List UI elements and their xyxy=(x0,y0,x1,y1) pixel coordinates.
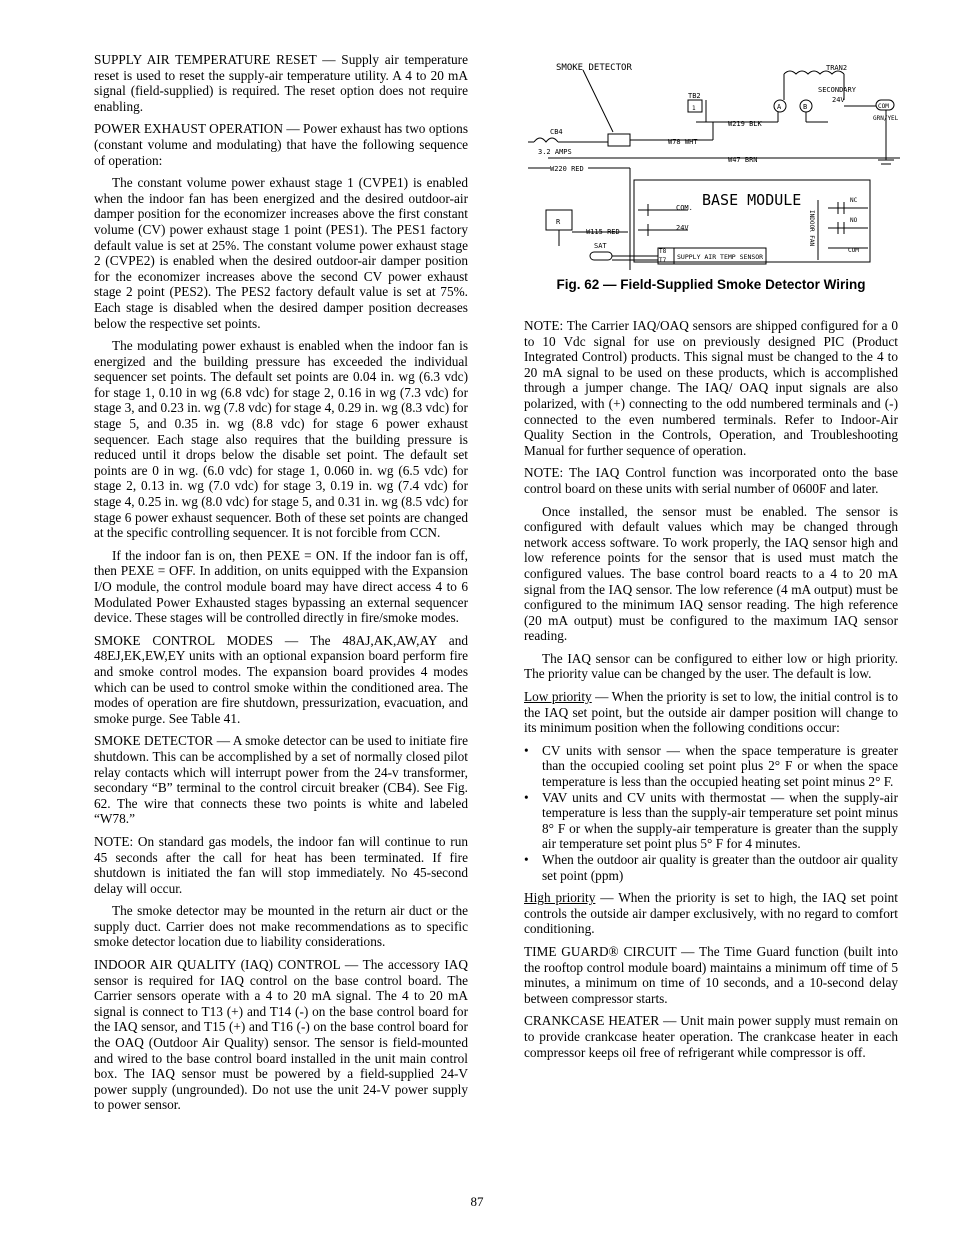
wiring-diagram xyxy=(528,60,900,270)
label-no: NO xyxy=(850,217,858,224)
label-sat-sensor: SUPPLY AIR TEMP SENSOR xyxy=(677,253,764,261)
label-w78: W78 WHT xyxy=(668,138,698,146)
label-24v-terminal: 24V xyxy=(676,224,689,232)
list-item: • When the outdoor air quality is greater than the outdoor air quality set point (ppm) xyxy=(524,852,898,883)
paragraph-sensor-enabled: Once installed, the sensor must be enabled. The sensor is configured with default values which may be changed through network access software. To work properly, the IAQ sensor high and low reference points for the sensor that is used must match the configured values. The base control board reacts to a 4 to 20 mA signal from the IAQ sensor. The low reference (4 mA output) must be configured to the minimum IAQ sensor reading. The high reference (20 mA output) must be configured to the maximum IAQ sensor reading. xyxy=(524,503,898,644)
paragraph-modulating-exhaust: The modulating power exhaust is enabled when the indoor fan is energized and the building pressure has exceeded the individual sequencer set points. The default set points are 0.04 in. wg (6.3 vdc) for stage 1, 0.10 in wg (6.8 vdc) for stage 2, 0.16 in wg (7.3 vdc) for stage 3, and 0.23 in. wg (7.8 vdc) for stage 4, 0.29 in. wg (8.3 vdc) for stage 5, and 0.35 in. wg (8.8 vdc) for stage 6 power exhaust sequencer. Each stage also requires that the building pressure is reduced until it drops below the disable set point. The default set points are 0 in wg. (6.0 vdc) for stage 1, 0.060 in. wg (6.5 vdc) for stage 2, 0.13 in. wg (7.0 vdc) for stage 3, 0.19 in. wg (7.4 vdc) for stage 4, 0.25 in. wg (8.0 vdc) for stage 5, and 0.31 in. wg (8.5 vdc) for stage 6 power exhaust sequencer. Both of these set points are changed at the specific controlling sequencer. It is not forcible from CCN. xyxy=(94,338,468,541)
paragraph-note-gas-models: NOTE: On standard gas models, the indoor fan will continue to run 45 seconds after the call for heat has been terminated. If fire shutdown is initiated the fan will stop immediately. No 45-second delay will occur. xyxy=(94,833,468,896)
label-com-relay: COM xyxy=(848,247,859,254)
label-terminal-a: A xyxy=(777,103,782,111)
paragraph-note-sensors: NOTE: The Carrier IAQ/OAQ sensors are shipped configured for a 0 to 10 Vdc signal for use on previously designed PIC (Product Integrated Control) products. This signal must be changed to the 4 to 20 mA signal to be used on these products, which is accomplished through a jumper change. The IAQ/ OAQ input signals are also polarized, with (+) connecting to the odd numbered terminals and (-) connected to the even numbered terminals. Refer to Indoor-Air Quality Section in the Controls, Operation, and Troubleshooting Manual for further sequence of operation. xyxy=(524,318,898,458)
low-priority-conditions xyxy=(524,743,898,883)
label-w115: W115 RED xyxy=(586,228,620,236)
label-indoor-fan: INDOOR FAN xyxy=(808,210,815,247)
paragraph-time-guard: TIME GUARD® CIRCUIT — The Time Guard function (built into the rooftop control module board) maintains a minimum off time of 5 minutes, a minimum on time of 10 seconds, and a 10-second delay between compressor starts. xyxy=(524,943,898,1006)
label-tb2: TB2 xyxy=(688,92,701,100)
label-r: R xyxy=(556,218,561,226)
left-column xyxy=(94,52,468,1120)
label-nc: NC xyxy=(850,197,858,204)
list-item: • VAV units and CV units with thermostat — when the supply-air temperature is less than the supply-air temperature set point minus 8° F or when the supply-air temperature is greater than the supply air temperature set point plus 5° F for 4 minutes. xyxy=(524,790,898,852)
figure-caption: Fig. 62 — Field-Supplied Smoke Detector Wiring xyxy=(556,277,866,292)
right-column xyxy=(524,318,898,1067)
paragraph-iaq-control: INDOOR AIR QUALITY (IAQ) CONTROL — The accessory IAQ sensor is required for IAQ control on the base control board. The Carrier sensors operate with a 4 to 20 mA signal. The 4 to 20 mA signal is connect to T13 (+) and T14 (-) on the base control board for the IAQ sensor, and T15 (+) and T16 (-) on the base control board for the OAQ (Outdoor Air Quality) sensor. The sensor is field-mounted and wired to the base control board installed in the unit main control box. The IAQ sensor must be powered by a field-supplied 24-V power supply (ungrounded). Do not use the unit 24-V power supply to power sensor. xyxy=(94,957,469,1113)
paragraph-detector-mounting: The smoke detector may be mounted in the return air duct or the supply duct. Carrier does not make recommendations as to specific smoke detector location due to liability considerations. xyxy=(94,903,468,950)
paragraph-crankcase-heater: CRANKCASE HEATER — Unit main power supply must remain on to provide crankcase heater operation. The crankcase heater in each compressor keeps oil free of refrigerant while compressor is off. xyxy=(524,1013,899,1060)
paragraph-priority: The IAQ sensor can be configured to either low or high priority. The priority value can be changed by the user. The default is low. xyxy=(524,650,898,682)
paragraph-power-exhaust: POWER EXHAUST OPERATION — Power exhaust has two options (constant volume and modulating) that have the following sequence of operation: xyxy=(94,121,468,168)
paragraph-supply-air-reset: SUPPLY AIR TEMPERATURE RESET — Supply air temperature reset is used to reset the supply-air temperature utility. A 4 to 20 mA signal (field-supplied) is required. The reset option does not require enabling. xyxy=(94,52,468,114)
paragraph-smoke-control-modes: SMOKE CONTROL MODES — The 48AJ,AK,AW,AY and 48EJ,EK,EW,EY units with an optional expansion board perform fire and smoke control modes. The expansion board provides 4 modes which can be used to control smoke within the conditioned area. The modes of operation are fire shutdown, pressurization, evacuation, and smoke purge. See Table 41. xyxy=(94,632,468,726)
label-secondary: SECONDARY xyxy=(818,86,856,94)
paragraph-pexe: If the indoor fan is on, then PEXE = ON. If the indoor fan is off, then PEXE = OFF. In addition, on units equipped with the Expansion I/O module, the control module board may have direct access 4 to 6 Modulated Power Exhausted stages bypassing an external sequencer device. These stages will be controlled directly in fire/smoke modes. xyxy=(94,547,468,626)
paragraph-high-priority: High priority — When the priority is set to high, the IAQ set point controls the outside air damper exclusively, with no regard to comfort conditioning. xyxy=(524,890,898,937)
label-terminal-b: B xyxy=(803,103,808,111)
label-tb2-terminal: 1 xyxy=(692,105,696,112)
label-24v: 24V xyxy=(832,96,845,104)
label-t8: T8 xyxy=(659,248,667,255)
label-t7: T7 xyxy=(659,257,667,264)
page-number: 87 xyxy=(470,1194,484,1209)
label-smoke-detector: SMOKE DETECTOR xyxy=(556,63,632,73)
label-grn-yel: GRN/YEL xyxy=(873,115,899,122)
label-base-module: BASE MODULE xyxy=(702,191,802,209)
label-cb4: CB4 xyxy=(550,128,563,136)
label-tran2: TRAN2 xyxy=(826,64,848,72)
paragraph-note-iaq-control: NOTE: The IAQ Control function was incorporated onto the base control board on these units with serial number of 0600F and later. xyxy=(524,465,898,496)
list-item: • CV units with sensor — when the space temperature is greater than the occupied cooling set point plus 2° F or when the space temperature is less than the occupied heating set point minus 2° F. xyxy=(524,743,898,790)
paragraph-low-priority: Low priority — When the priority is set to low, the initial control is to the IAQ set point, but the outside air damper position will change to its minimum position when the following conditions occur: xyxy=(524,689,898,736)
paragraph-constant-volume: The constant volume power exhaust stage 1 (CVPE1) is enabled when the indoor fan has been energized and the desired outdoor-air damper position for the economizer increases above the first constant volume (CV) power exhaust stage 1 point (PES1). The PES1 factory default value is set at 25%. The constant volume power exhaust stage 2 (CVPE2) is enabled when the desired outdoor-air damper position for the economizer increases above the second CV power exhaust stage 2 point (PES2). The PES2 factory default value is set at 75%. Each stage is disabled when the desired damper position decreases below the respective set points. xyxy=(94,175,468,331)
label-amps: 3.2 AMPS xyxy=(538,148,572,156)
label-w219: W219 BLK xyxy=(728,120,762,128)
label-w47: W47 BRN xyxy=(728,156,758,164)
label-terminal-com: COM xyxy=(878,103,889,110)
label-sat: SAT xyxy=(594,242,607,250)
paragraph-smoke-detector: SMOKE DETECTOR — A smoke detector can be used to initiate fire shutdown. This can be accomplished by a set of normally closed pilot relay contacts which will interrupt power from the 24-v transformer, secondary “B” terminal to the control circuit breaker (CB4). See Fig. 62. The wire that connects these two points is white and labeled “W78.” xyxy=(94,733,468,827)
label-w220: W220 RED xyxy=(550,165,584,173)
label-com: COM. xyxy=(676,204,693,212)
